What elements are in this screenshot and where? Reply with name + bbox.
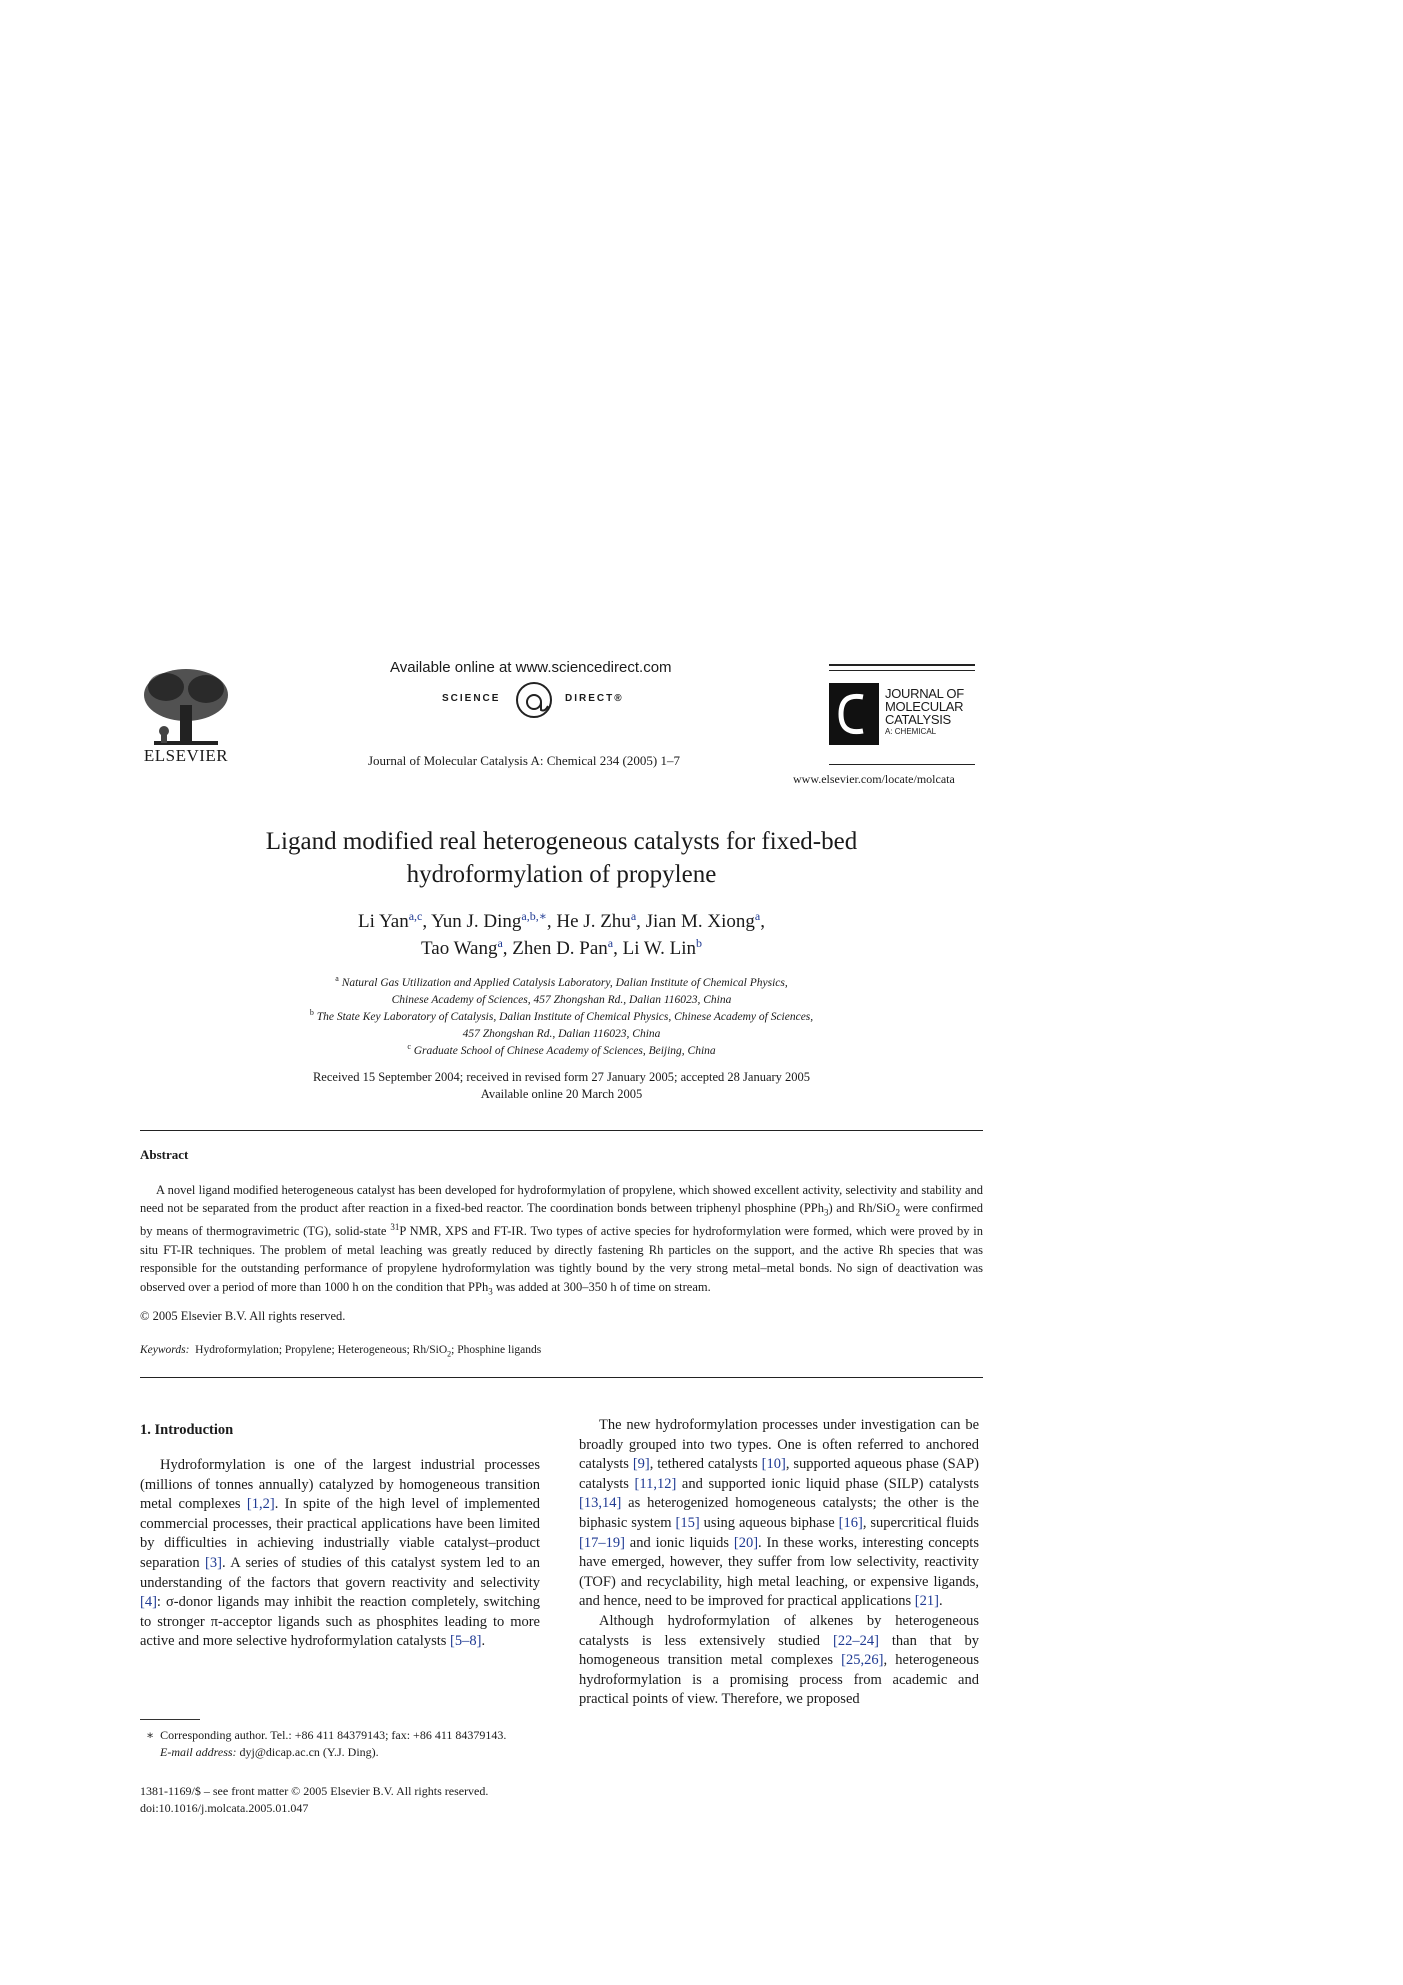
doi-line[interactable]: doi:10.1016/j.molcata.2005.01.047 [140, 1801, 309, 1815]
citation-link[interactable]: [1,2] [246, 1496, 275, 1513]
abstract-text: A novel ligand modified heterogeneous catalyst has been developed for hydroformylation of propylene, which showed excellent activity, selectivity and stability and need not be separated from the product after reaction in a fixed-bed reactor. The coordination bonds between triphenyl phosphine (PPh$_3$) and Rh/SiO$_2$ were confirmed by means of thermogravimetric (TG), solid-state $^{31}$P NMR, XPS and FT-IR. Two types of active species for hydroformylation were formed, which were proved by in situ FT-IR techniques. The problem of metal leaching was greatly reduced by directly fastening Rh particles on the support, and the active Rh species that was responsible for the outstanding performance of propylene hydroformylation was tightly bound by the very strong metal–metal bonds. No sign of deactivation was observed over a period of more than 1000 h on the condition that PPh$_3$ was added at 300–350 h of time on stream. [140, 1183, 984, 1297]
author-name: Yun J. Ding [431, 911, 522, 932]
author-separator: , [502, 938, 513, 959]
author-line-2 [140, 935, 983, 962]
publisher-name: ELSEVIER [143, 746, 229, 765]
author-affiliation-mark[interactable]: a [754, 909, 761, 923]
journal-logo-rule-top2 [829, 670, 975, 671]
article-title-line-1: Ligand modified real heterogeneous catalysts for fixed-bed [265, 828, 858, 855]
author-name: He J. Zhu [556, 911, 631, 932]
author-affiliation-mark[interactable]: a [630, 909, 637, 923]
front-matter-info [140, 1783, 488, 1817]
citation-link[interactable]: [11,12] [634, 1475, 677, 1492]
corresponding-author-footnote: ∗ Corresponding author. Tel.: +86 411 84379143; fax: +86 411 84379143. E-mail address: dyj@dicap.ac.cn (Y.J. Ding). [146, 1728, 507, 1759]
journal-logo-rule-bottom [829, 764, 975, 765]
citation-link[interactable]: [25,26] [841, 1652, 884, 1669]
article-title-line-2: hydroformylation of propylene [406, 861, 717, 888]
affiliation-mark: a [335, 974, 339, 983]
author-separator: , [636, 911, 646, 932]
author-affiliation-mark[interactable]: a [607, 936, 614, 950]
affiliation-b [140, 1009, 983, 1043]
author-affiliation-mark[interactable]: b [696, 936, 702, 950]
affiliation-line: 457 Zhongshan Rd., Dalian 116023, China [462, 1028, 661, 1040]
journal-logo-line-3: CATALYSIS [885, 712, 951, 727]
citation-link[interactable]: [10] [761, 1456, 786, 1473]
sciencedirect-wordmark-left: SCIENCE [442, 693, 501, 704]
journal-reference: Journal of Molecular Catalysis A: Chemical 234 (2005) 1–7 [368, 753, 680, 768]
abstract-bottom-rule [140, 1377, 983, 1378]
email-label: E-mail address: [160, 1745, 237, 1759]
footnote-rule [140, 1719, 200, 1720]
journal-logo-rule-top [829, 664, 975, 666]
sciencedirect-at-icon [512, 680, 556, 720]
available-online-date: Available online 20 March 2005 [480, 1087, 643, 1101]
citation-link[interactable]: [16] [838, 1514, 863, 1531]
author-list [140, 908, 983, 962]
journal-logo-subtitle: A: CHEMICAL [885, 727, 937, 736]
affiliation-a [140, 975, 983, 1009]
citation-link[interactable]: [13,14] [579, 1495, 622, 1512]
citation-link[interactable]: [20] [733, 1534, 759, 1551]
intro-paragraph: Although hydroformylation of alkenes by heterogeneous catalysts is less extensively studied [22–24] than that by homogeneous transition metal complexes [25,26], heterogeneous hydroformylation is a promising process from academic and practical points of view. Therefore, we proposed [579, 1612, 979, 1708]
keywords-label: Keywords: [140, 1344, 190, 1356]
journal-logo-line-2: MOLECULAR [885, 699, 964, 714]
intro-paragraph: The new hydroformylation processes under investigation can be broadly grouped into two types. One is often referred to anchored catalysts [9], tethered catalysts [10], supported aqueous phase (SAP) catalysts [11,12] and supported ionic liquid phase (SILP) catalysts [13,14] as heterogenized homogeneous catalysts; the other is the biphasic system [15] using aqueous biphase [16], supercritical fluids [17–19] and ionic liquids [20]. In these works, interesting concepts have emerged, however, they suffer from low selectivity, reactivity (TOF) and recyclability, high metal leaching, or expensive ligands, and hence, need to be improved for practical applications [21]. [579, 1417, 979, 1610]
citation-link[interactable]: [17–19] [579, 1534, 625, 1551]
citation-link[interactable]: [21] [914, 1593, 939, 1610]
article-title [140, 825, 983, 891]
author-separator: , [613, 938, 623, 959]
author-name: Zhen D. Pan [512, 938, 608, 959]
journal-logo-line-1: JOURNAL OF [885, 686, 964, 701]
left-column [140, 1456, 540, 1652]
affiliation-line: The State Key Laboratory of Catalysis, Dalian Institute of Chemical Physics, Chinese Academy of Sciences, [316, 1011, 814, 1023]
affiliation-mark: b [309, 1008, 314, 1017]
affiliation-line: Graduate School of Chinese Academy of Sciences, Beijing, China [413, 1045, 716, 1057]
citation-link[interactable]: [5–8] [450, 1633, 482, 1650]
affiliation-line: Natural Gas Utilization and Applied Catalysis Laboratory, Dalian Institute of Chemical Physics, [341, 977, 788, 989]
author-affiliation-mark[interactable]: a,b,∗ [521, 909, 547, 923]
affiliation-line: Chinese Academy of Sciences, 457 Zhongshan Rd., Dalian 116023, China [391, 994, 732, 1006]
author-name: Li W. Lin [622, 938, 696, 959]
abstract-top-rule [140, 1130, 983, 1131]
citation-link[interactable]: [22–24] [833, 1632, 879, 1649]
intro-paragraph: Hydroformylation is one of the largest industrial processes (millions of tonnes annually) catalyzed by homogeneous transition metal complexes [1,2]. In spite of the high level of implemented commercial processes, their practical applications have been limited by difficulties in achieving industrially viable catalyst–product separation [3]. A series of studies of this catalyst system led to an understanding of the factors that govern reactivity and selectivity [4]: σ-donor ligands may inhibit the reaction completely, switching to stronger π-acceptor ligands such as phosphites leading to more active and more selective hydroformylation catalysts [5–8]. [140, 1457, 540, 1650]
available-online-link[interactable]: Available online at www.sciencedirect.com [390, 659, 672, 676]
received-dates: Received 15 September 2004; received in revised form 27 January 2005; accepted 28 January 2005 [312, 1070, 811, 1084]
footnote-mark: ∗ [146, 1728, 155, 1742]
sciencedirect-wordmark-right: DIRECT® [565, 693, 624, 704]
journal-logo-title [885, 687, 964, 726]
right-column [579, 1416, 979, 1710]
citation-link[interactable]: [9] [632, 1456, 650, 1473]
issn-line: 1381-1169/$ – see front matter © 2005 Elsevier B.V. All rights reserved. [140, 1784, 489, 1798]
journal-c-logo-icon [829, 683, 879, 745]
author-name: Li Yan [358, 911, 409, 932]
author-affiliation-mark[interactable]: a,c [408, 909, 423, 923]
abstract-heading: Abstract [140, 1147, 189, 1162]
affiliation-mark: c [407, 1042, 411, 1051]
abstract-copyright: © 2005 Elsevier B.V. All rights reserved. [140, 1309, 346, 1323]
author-separator: , [422, 911, 432, 932]
journal-url-link[interactable]: www.elsevier.com/locate/molcata [793, 772, 955, 786]
section-heading-introduction: 1. Introduction [140, 1422, 234, 1438]
citation-link[interactable]: [3] [205, 1554, 222, 1571]
citation-link[interactable]: [4] [140, 1594, 157, 1611]
affiliation-c [140, 1043, 983, 1060]
citation-link[interactable]: [15] [675, 1514, 700, 1531]
author-line-1 [140, 908, 983, 935]
author-name: Tao Wang [420, 938, 498, 959]
author-affiliation-mark[interactable]: a [497, 936, 503, 950]
keywords: Keywords: Hydroformylation; Propylene; Heterogeneous; Rh/SiO$_2$; Phosphine ligands [140, 1344, 542, 1359]
author-separator: , [546, 911, 557, 932]
author-name: Jian M. Xiong [645, 911, 755, 932]
author-email[interactable]: dyj@dicap.ac.cn (Y.J. Ding). [239, 1745, 379, 1759]
author-separator: , [760, 911, 765, 932]
